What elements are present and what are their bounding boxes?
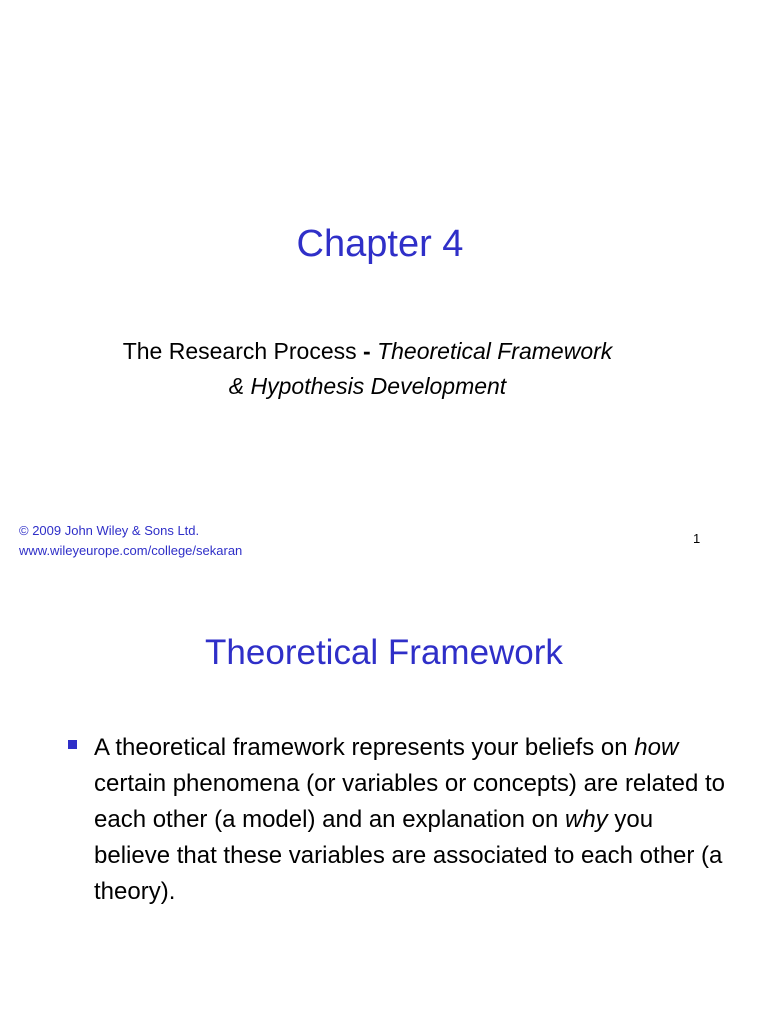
chapter-subtitle bbox=[0, 334, 735, 404]
slide-2 bbox=[0, 576, 768, 1024]
bullet-text-segment: A theoretical framework represents your beliefs on bbox=[94, 734, 635, 761]
copyright-text: © 2009 John Wiley & Sons Ltd. bbox=[19, 523, 200, 538]
bullet-emphasis-how: how bbox=[634, 734, 679, 761]
subtitle-separator: - bbox=[363, 338, 371, 364]
bullet-emphasis-why: why bbox=[565, 806, 608, 833]
slide-title: Theoretical Framework bbox=[205, 633, 563, 672]
bullet-list bbox=[66, 730, 726, 910]
bullet-item bbox=[66, 730, 726, 910]
bullet-text-segment: you believe that these variables are associated to each other (a theory). bbox=[94, 806, 723, 905]
subtitle-plain-text: The Research Process bbox=[122, 338, 364, 364]
chapter-title: Chapter 4 bbox=[296, 223, 464, 265]
subtitle-line-1 bbox=[0, 334, 735, 369]
square-bullet-icon bbox=[68, 740, 77, 749]
subtitle-italic-text: Theoretical Framework bbox=[370, 338, 613, 364]
publisher-url[interactable]: www.wileyeurope.com/college/sekaran bbox=[19, 543, 243, 558]
page-number: 1 bbox=[693, 531, 701, 546]
subtitle-italic-text-2: & Hypothesis Development bbox=[228, 373, 507, 399]
copyright-footer bbox=[19, 521, 242, 561]
subtitle-line-2 bbox=[0, 369, 735, 404]
bullet-text-segment: certain phenomena (or variables or concepts) are related to each other (a model) and an explanation on bbox=[94, 770, 726, 833]
